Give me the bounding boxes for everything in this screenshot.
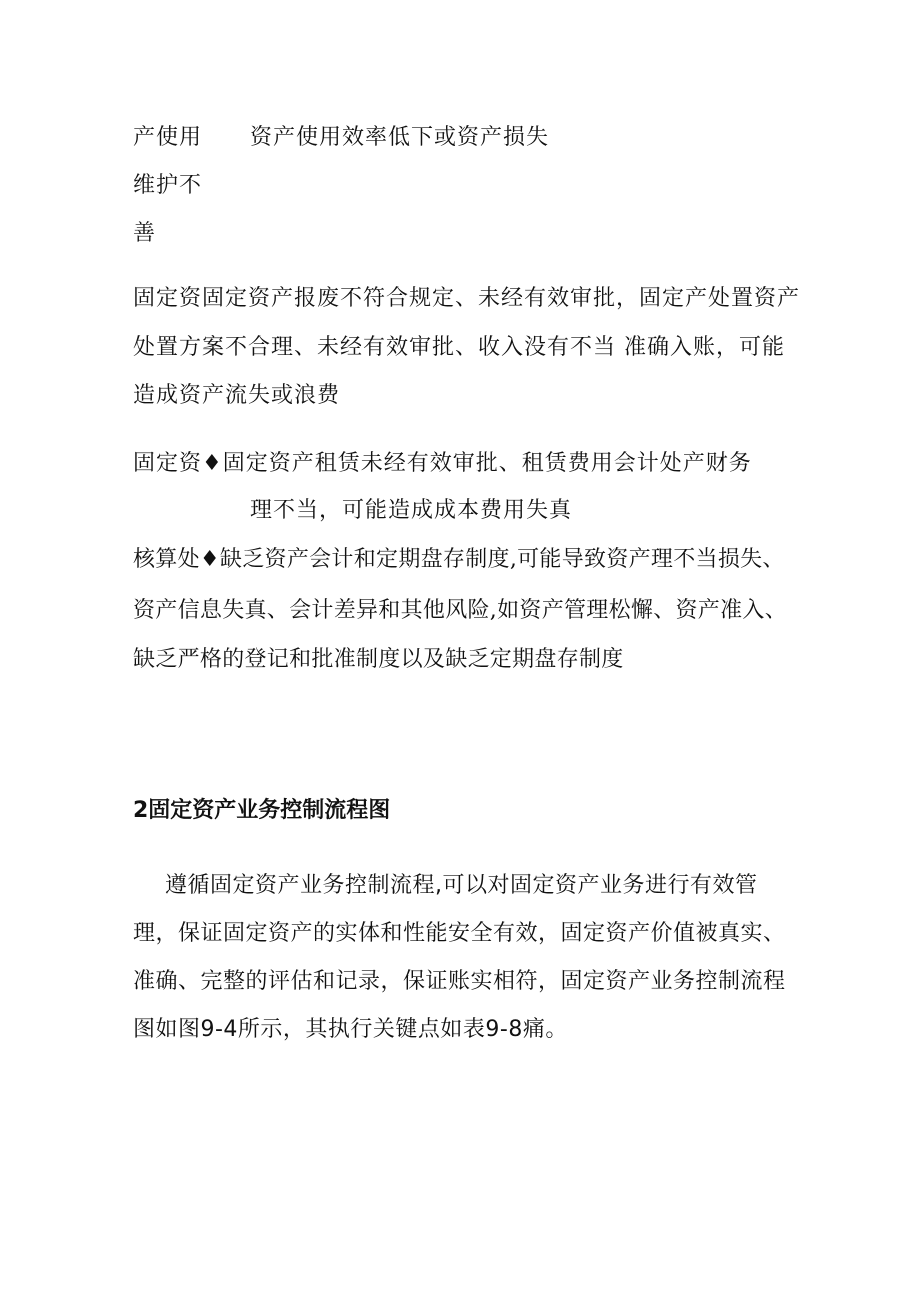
paragraph-line-1: 遵循固定资产业务控制流程,可以对固定资产业务进行有效管 (165, 873, 758, 898)
usage-label-line-2: 维护不 (133, 173, 203, 198)
lease-line-2: 理不当，可能造成成本费用失真 (250, 498, 573, 523)
paragraph-line-4: 图如图9-4所示，其执行关键点如表9-8痛。 (133, 1017, 568, 1042)
usage-label-line-3: 善 (133, 221, 157, 246)
usage-label-line-1: 产使用 (133, 125, 203, 150)
paragraph-line-3: 准确、完整的评估和记录，保证账实相符，固定资产业务控制流程 (133, 969, 786, 994)
disposal-line-3: 造成资产流失或浪费 (133, 383, 341, 408)
accounting-line-1: 核算处♦缺乏资产会计和定期盘存制度,可能导致资产理不当损失、 (133, 547, 785, 572)
paragraph-line-2: 理，保证固定资产的实体和性能安全有效，固定资产价值被真实、 (133, 921, 786, 946)
section-heading: 2固定资产业务控制流程图 (133, 798, 391, 823)
accounting-line-2: 资产信息失真、会计差异和其他风险,如资产管理松懈、资产准入、 (133, 598, 787, 623)
disposal-line-2: 处置方案不合理、未经有效审批、收入没有不当 准确入账，可能 (133, 335, 785, 360)
lease-line-1: 固定资♦固定资产租赁未经有效审批、租赁费用会计处产财务 (133, 451, 752, 476)
disposal-line-1: 固定资固定资产报废不符合规定、未经有效审批，固定产处置资产 (133, 286, 801, 311)
usage-risk-text: 资产使用效率低下或资产损失 (250, 125, 550, 150)
accounting-line-3: 缺乏严格的登记和批准制度以及缺乏定期盘存制度 (133, 647, 624, 672)
